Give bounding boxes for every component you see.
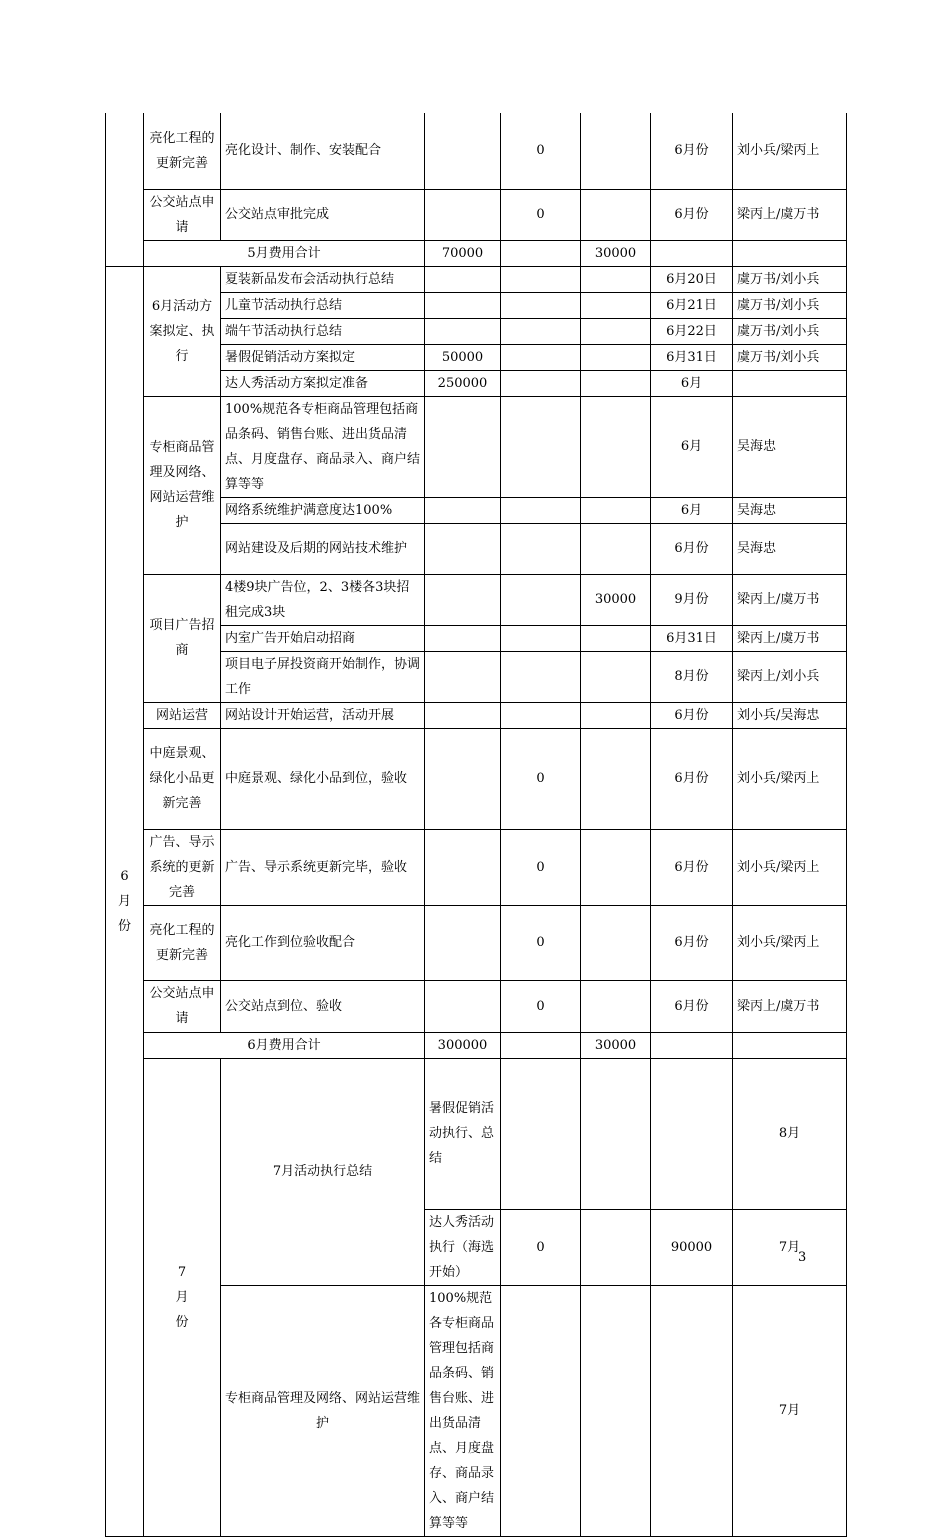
owner-cell: 刘小兵/梁丙上: [733, 113, 847, 189]
empty-cell: [425, 651, 501, 702]
value-cell: 0: [501, 113, 581, 189]
time-cell: 6月份: [651, 980, 733, 1032]
empty-cell: [501, 240, 581, 266]
value-cell: [581, 651, 651, 702]
table-row: [106, 266, 847, 292]
owner-cell: 虞万书/刘小兵: [733, 318, 847, 344]
empty-cell: [501, 266, 581, 292]
value-cell: [651, 1058, 733, 1209]
empty-cell: [425, 980, 501, 1032]
total-value: 30000: [581, 1032, 651, 1058]
budget-cell: 250000: [425, 370, 501, 396]
month-label: [144, 1058, 221, 1536]
table-row: [106, 574, 847, 625]
value-cell: 90000: [651, 1209, 733, 1285]
empty-cell: [501, 497, 581, 523]
item-cell: 7月活动执行总结: [221, 1058, 425, 1285]
owner-cell: 梁丙上/刘小兵: [733, 651, 847, 702]
time-cell: 8月份: [651, 651, 733, 702]
owner-cell: 吴海忠: [733, 497, 847, 523]
time-cell: 6月20日: [651, 266, 733, 292]
item-cell: 专柜商品管理及网络、网站运营维护: [144, 396, 221, 574]
owner-cell: 吴海忠: [733, 523, 847, 574]
empty-cell: [581, 370, 651, 396]
empty-cell: [501, 396, 581, 497]
task-cell: 达人秀活动方案拟定准备: [221, 370, 425, 396]
empty-cell: [581, 1058, 651, 1209]
value-cell: [581, 625, 651, 651]
empty-cell: [501, 344, 581, 370]
task-cell: 夏装新品发布会活动执行总结: [221, 266, 425, 292]
owner-cell: [733, 370, 847, 396]
value-cell: [581, 113, 651, 189]
empty-cell: [501, 651, 581, 702]
empty-cell: [501, 625, 581, 651]
empty-cell: [425, 523, 501, 574]
value-cell: 0: [501, 829, 581, 905]
table-row: [106, 113, 847, 189]
total-label: 5月费用合计: [144, 240, 425, 266]
empty-cell: [581, 497, 651, 523]
owner-cell: 刘小兵/梁丙上: [733, 829, 847, 905]
empty-cell: [581, 1209, 651, 1285]
table-row: [106, 728, 847, 829]
value-cell: 0: [501, 189, 581, 240]
plan-table: [105, 113, 847, 1537]
time-cell: 6月份: [651, 189, 733, 240]
budget-cell: [425, 113, 501, 189]
empty-cell: [501, 370, 581, 396]
empty-cell: [501, 1285, 581, 1536]
empty-cell: [733, 240, 847, 266]
budget-cell: [425, 318, 501, 344]
item-cell: 项目广告招商: [144, 574, 221, 702]
time-cell: 6月份: [651, 905, 733, 980]
empty-cell: [581, 292, 651, 318]
total-budget: 300000: [425, 1032, 501, 1058]
time-cell: 6月31日: [651, 344, 733, 370]
owner-cell: 虞万书/刘小兵: [733, 292, 847, 318]
item-cell: 广告、导示系统的更新完善: [144, 829, 221, 905]
empty-cell: [581, 1285, 651, 1536]
budget-cell: [501, 1058, 581, 1209]
task-cell: 100%规范各专柜商品管理包括商品条码、销售台账、进出货品清点、月度盘存、商品录入、商户结算等等: [221, 396, 425, 497]
task-cell: 内室广告开始启动招商: [221, 625, 425, 651]
task-cell: 亮化设计、制作、安装配合: [221, 113, 425, 189]
task-cell: 广告、导示系统更新完毕，验收: [221, 829, 425, 905]
empty-cell: [501, 1032, 581, 1058]
value-cell: 0: [501, 905, 581, 980]
total-value: 30000: [581, 240, 651, 266]
task-cell: 中庭景观、绿化小品到位，验收: [221, 728, 425, 829]
item-cell: 专柜商品管理及网络、网站运营维护: [221, 1285, 425, 1536]
time-cell: 7月: [733, 1209, 847, 1285]
owner-cell: 虞万书/刘小兵: [733, 266, 847, 292]
time-cell: 6月份: [651, 702, 733, 728]
time-cell: 8月: [733, 1058, 847, 1209]
empty-cell: [425, 625, 501, 651]
table-row: [106, 702, 847, 728]
budget-cell: [425, 189, 501, 240]
empty-cell: [501, 292, 581, 318]
time-cell: 6月份: [651, 829, 733, 905]
item-cell: 6月活动方案拟定、执行: [144, 266, 221, 396]
time-cell: 9月份: [651, 574, 733, 625]
task-cell: 网络系统维护满意度达100%: [221, 497, 425, 523]
time-cell: 7月: [733, 1285, 847, 1536]
empty-cell: [425, 396, 501, 497]
task-cell: 暑假促销活动执行、总结: [425, 1058, 501, 1209]
time-cell: 6月: [651, 497, 733, 523]
task-cell: 达人秀活动执行（海选开始）: [425, 1209, 501, 1285]
total-budget: 70000: [425, 240, 501, 266]
time-cell: 6月: [651, 370, 733, 396]
empty-cell: [581, 523, 651, 574]
empty-cell: [581, 318, 651, 344]
page-number: 3: [798, 1250, 807, 1265]
table-row: [106, 905, 847, 980]
empty-cell: [425, 497, 501, 523]
owner-cell: 虞万书/刘小兵: [733, 344, 847, 370]
empty-cell: [651, 240, 733, 266]
value-cell: 30000: [581, 574, 651, 625]
empty-cell: [581, 980, 651, 1032]
empty-cell: [425, 905, 501, 980]
empty-cell: [501, 574, 581, 625]
month-label-text: 6月份: [117, 868, 131, 934]
empty-cell: [425, 829, 501, 905]
item-cell: 中庭景观、绿化小品更新完善: [144, 728, 221, 829]
item-cell: 亮化工程的更新完善: [144, 905, 221, 980]
total-row: [106, 1032, 847, 1058]
empty-cell: [581, 905, 651, 980]
empty-cell: [651, 1285, 733, 1536]
table-row: [106, 1058, 847, 1209]
task-cell: 亮化工作到位验收配合: [221, 905, 425, 980]
budget-cell: [425, 266, 501, 292]
task-cell: 项目电子屏投资商开始制作，协调工作: [221, 651, 425, 702]
task-cell: 公交站点审批完成: [221, 189, 425, 240]
task-cell: 儿童节活动执行总结: [221, 292, 425, 318]
item-cell: 亮化工程的更新完善: [144, 113, 221, 189]
empty-cell: [581, 266, 651, 292]
empty-cell: [501, 523, 581, 574]
month-label-text: 7月份: [175, 1264, 189, 1330]
empty-cell: [581, 396, 651, 497]
owner-cell: 梁丙上/虞万书: [733, 625, 847, 651]
value-cell: [581, 189, 651, 240]
month-label: [106, 266, 144, 1536]
empty-cell: [425, 574, 501, 625]
owner-cell: 梁丙上/虞万书: [733, 574, 847, 625]
empty-cell: [425, 728, 501, 829]
value-cell: 0: [501, 728, 581, 829]
empty-cell: [581, 728, 651, 829]
owner-cell: 刘小兵/吴海忠: [733, 702, 847, 728]
total-row: [106, 240, 847, 266]
time-cell: 6月22日: [651, 318, 733, 344]
time-cell: 6月31日: [651, 625, 733, 651]
time-cell: 6月份: [651, 523, 733, 574]
task-cell: 暑假促销活动方案拟定: [221, 344, 425, 370]
item-cell: 公交站点申请: [144, 189, 221, 240]
owner-cell: 梁丙上/虞万书: [733, 189, 847, 240]
month-cell: [106, 113, 144, 266]
item-cell: 公交站点申请: [144, 980, 221, 1032]
budget-cell: [425, 292, 501, 318]
time-cell: 6月: [651, 396, 733, 497]
task-cell: 网站设计开始运营，活动开展: [221, 702, 425, 728]
empty-cell: [425, 702, 501, 728]
task-cell: 100%规范各专柜商品管理包括商品条码、销售台账、进出货品清点、月度盘存、商品录入、商户结算等等: [425, 1285, 501, 1536]
time-cell: 6月份: [651, 728, 733, 829]
value-cell: [501, 702, 581, 728]
task-cell: 网站建设及后期的网站技术维护: [221, 523, 425, 574]
time-cell: 6月21日: [651, 292, 733, 318]
owner-cell: 刘小兵/梁丙上: [733, 728, 847, 829]
table-row: [106, 980, 847, 1032]
empty-cell: [581, 702, 651, 728]
owner-cell: 梁丙上/虞万书: [733, 980, 847, 1032]
empty-cell: [581, 829, 651, 905]
task-cell: 公交站点到位、验收: [221, 980, 425, 1032]
task-cell: 端午节活动执行总结: [221, 318, 425, 344]
task-cell: 4楼9块广告位，2、3楼各3块招租完成3块: [221, 574, 425, 625]
table-row: [106, 829, 847, 905]
budget-cell: 50000: [425, 344, 501, 370]
table-row: [106, 396, 847, 497]
owner-cell: 刘小兵/梁丙上: [733, 905, 847, 980]
empty-cell: [581, 344, 651, 370]
total-label: 6月费用合计: [144, 1032, 425, 1058]
empty-cell: [501, 318, 581, 344]
budget-cell: 0: [501, 1209, 581, 1285]
item-cell: 网站运营: [144, 702, 221, 728]
table-row: [106, 189, 847, 240]
owner-cell: 吴海忠: [733, 396, 847, 497]
empty-cell: [733, 1032, 847, 1058]
time-cell: 6月份: [651, 113, 733, 189]
value-cell: 0: [501, 980, 581, 1032]
empty-cell: [651, 1032, 733, 1058]
